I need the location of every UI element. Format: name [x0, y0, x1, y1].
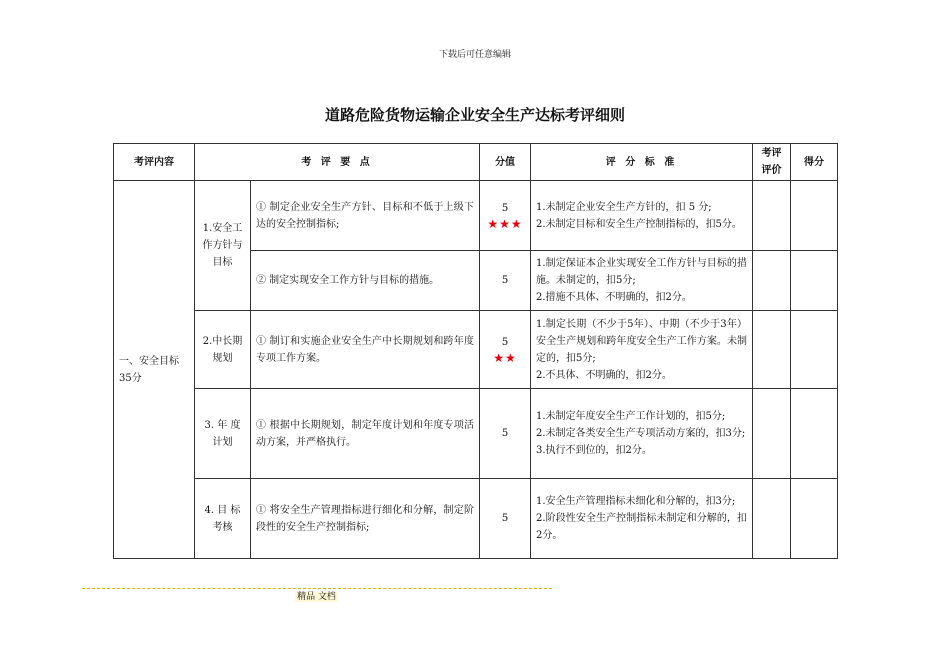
point-cell: ② 制定实现安全工作方针与目标的措施。: [251, 251, 480, 311]
evaluation-table: [113, 143, 838, 559]
criteria-line: 2.未制定目标和安全生产控制指标的，扣5分。: [536, 218, 742, 230]
table-row: [114, 389, 838, 479]
rating-cell: [753, 389, 791, 479]
header-rating-label: 考评 评价: [761, 148, 782, 176]
score-cell: [480, 251, 531, 311]
score-cell: [480, 479, 531, 559]
score-value: 5: [501, 513, 509, 524]
score-value: 5: [501, 337, 509, 348]
score-value: 5: [501, 275, 509, 286]
criteria-line: 2.未制定各类安全生产专项活动方案的，扣3分;: [536, 428, 746, 439]
point-cell: ① 制订和实施企业安全生产中长期规划和跨年度专项工作方案。: [251, 311, 480, 389]
document-title: 道路危险货物运输企业安全生产达标考评细则: [324, 106, 625, 124]
footer-label: 精品 文档: [297, 592, 336, 602]
criteria-cell: [531, 311, 753, 389]
item-cell: 4. 目 标考核: [195, 479, 251, 559]
header-points: 考 评 要 点: [195, 144, 480, 181]
rating-cell: [753, 181, 791, 251]
criteria-cell: [531, 389, 753, 479]
criteria-line: 1.制定保证本企业实现安全工作方针与目标的措施。未制定的，扣5分;: [536, 258, 748, 286]
result-cell: [791, 389, 838, 479]
item-cell: 3. 年 度计划: [195, 389, 251, 479]
score-cell: [480, 311, 531, 389]
table-row: [114, 479, 838, 559]
star-rating: ★★: [493, 351, 517, 365]
result-cell: [791, 479, 838, 559]
criteria-cell: [531, 251, 753, 311]
footer-watermark: [0, 589, 633, 602]
score-cell: [480, 389, 531, 479]
rating-cell: [753, 311, 791, 389]
table-row: [114, 311, 838, 389]
page-header-note: 下载后可任意编辑: [438, 50, 511, 60]
criteria-line: 1.未制定企业安全生产方针的，扣 5 分;: [536, 201, 712, 213]
header-result: 得分: [791, 144, 838, 181]
criteria-line: 2.不具体、不明确的，扣2分。: [536, 369, 672, 381]
criteria-line: 3.执行不到位的，扣2分。: [536, 445, 652, 456]
criteria-line: 1.安全生产管理指标未细化和分解的，扣3分;: [536, 496, 736, 507]
header-content: 考评内容: [114, 144, 195, 181]
criteria-cell: [531, 479, 753, 559]
criteria-line: 2.措施不具体、不明确的，扣2分。: [536, 292, 692, 303]
point-cell: ① 将安全生产管理指标进行细化和分解，制定阶段性的安全生产控制指标;: [251, 479, 480, 559]
score-cell: [480, 181, 531, 251]
table-row: [114, 181, 838, 251]
criteria-line: 2.阶段性安全生产控制指标未制定和分解的，扣2分。: [536, 513, 748, 541]
score-value: 5: [501, 428, 509, 439]
criteria-line: 1.未制定年度安全生产工作计划的，扣5分;: [536, 411, 726, 422]
criteria-cell: [531, 181, 753, 251]
result-cell: [791, 311, 838, 389]
category-cell: 一、安全目标35分: [114, 181, 195, 559]
point-cell: ① 制定企业安全生产方针、目标和不低于上级下达的安全控制指标;: [251, 181, 480, 251]
header-rating: [753, 144, 791, 181]
header-criteria: 评 分 标 准: [531, 144, 753, 181]
result-cell: [791, 181, 838, 251]
rating-cell: [753, 479, 791, 559]
criteria-line: 1.制定长期（不少于5年）、中期（不少于3年）安全生产规划和跨年度安全生产工作方案。未制定的，扣5分;: [536, 318, 748, 364]
header-score: 分值: [480, 144, 531, 181]
item-cell: 1.安全工作方针与目标: [195, 181, 251, 311]
rating-cell: [753, 251, 791, 311]
score-value: 5: [501, 203, 509, 214]
result-cell: [791, 251, 838, 311]
star-rating: ★★★: [487, 217, 523, 231]
table-header-row: [114, 144, 838, 181]
point-cell: ① 根据中长期规划，制定年度计划和年度专项活动方案，并严格执行。: [251, 389, 480, 479]
item-cell: 2.中长期规划: [195, 311, 251, 389]
